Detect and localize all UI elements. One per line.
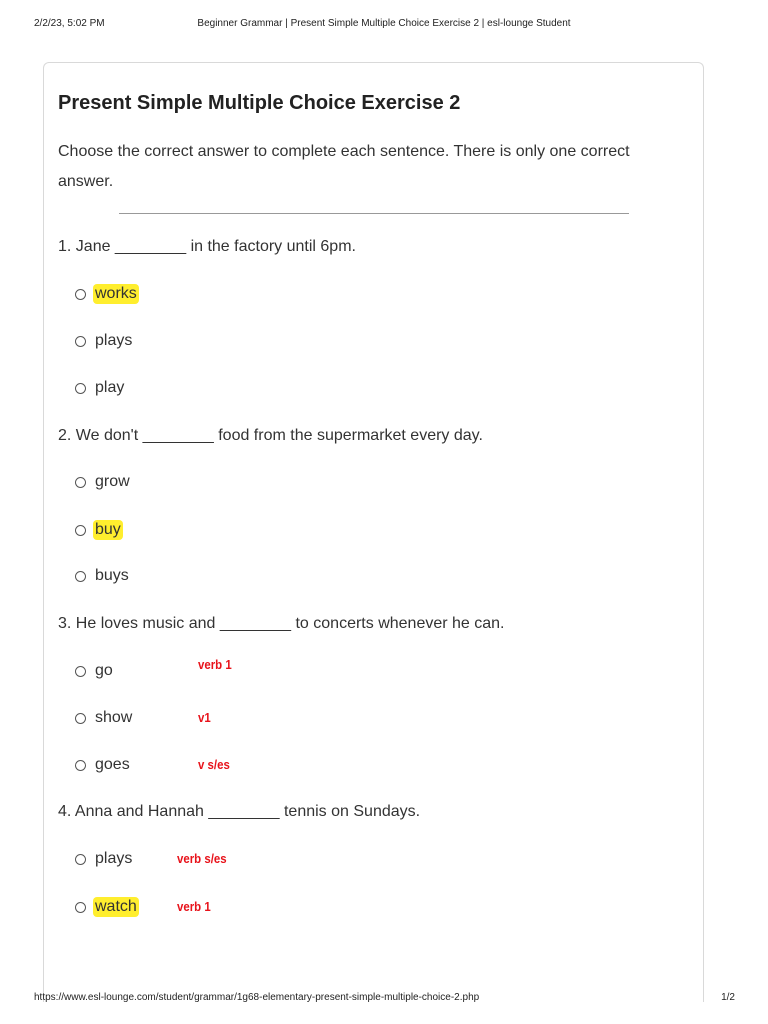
question-2: 2. We don't ________ food from the supermarket every day. (58, 427, 483, 444)
page-number: 1/2 (721, 992, 735, 1003)
option-label: plays (95, 332, 133, 349)
q3-option-goes[interactable] (75, 754, 132, 776)
handwritten-note: verb s/es (177, 851, 227, 866)
option-label: buy (95, 521, 121, 538)
exercise-instructions: Choose the correct answer to complete each sentence. There is only one correct answer. (58, 143, 630, 190)
q2-option-buy[interactable] (75, 519, 123, 541)
print-header (0, 14, 768, 34)
handwritten-note: v s/es (198, 757, 230, 772)
question-3: 3. He loves music and ________ to concerts whenever he can. (58, 615, 505, 632)
option-label: works (95, 285, 137, 302)
q2-option-buys[interactable] (75, 565, 131, 587)
radio-button[interactable] (75, 525, 86, 536)
q2-option-grow[interactable] (75, 471, 132, 493)
radio-button[interactable] (75, 902, 86, 913)
q4-option-plays[interactable] (75, 848, 134, 870)
q1-option-plays[interactable] (75, 330, 134, 352)
print-date: 2/2/23, 5:02 PM (34, 18, 105, 29)
question-1: 1. Jane ________ in the factory until 6pm. (58, 238, 356, 255)
radio-button[interactable] (75, 289, 86, 300)
radio-button[interactable] (75, 666, 86, 677)
radio-button[interactable] (75, 713, 86, 724)
option-label: grow (95, 473, 130, 490)
radio-button[interactable] (75, 477, 86, 488)
radio-button[interactable] (75, 336, 86, 347)
print-page-title: Beginner Grammar | Present Simple Multiple Choice Exercise 2 | esl-lounge Student (197, 18, 571, 29)
q1-option-play[interactable] (75, 377, 126, 399)
option-label: show (95, 709, 133, 726)
exercise-card (43, 62, 704, 1002)
handwritten-note: verb 1 (177, 899, 211, 914)
option-label: watch (95, 898, 137, 915)
q4-option-watch[interactable] (75, 896, 139, 918)
exercise-title: Present Simple Multiple Choice Exercise 2 (58, 92, 461, 114)
radio-button[interactable] (75, 571, 86, 582)
print-url: https://www.esl-lounge.com/student/grammar/1g68-elementary-present-simple-multiple-choice-2.php (34, 992, 480, 1003)
handwritten-note: v1 (198, 710, 211, 725)
option-label: buys (95, 567, 129, 584)
radio-button[interactable] (75, 760, 86, 771)
q3-option-go[interactable] (75, 660, 115, 682)
option-label: go (95, 662, 113, 679)
question-4: 4. Anna and Hannah ________ tennis on Sundays. (58, 803, 421, 820)
q3-option-show[interactable] (75, 707, 134, 729)
option-label: plays (95, 850, 133, 867)
radio-button[interactable] (75, 854, 86, 865)
print-footer (0, 992, 768, 1012)
q1-option-works[interactable] (75, 283, 139, 305)
option-label: play (95, 379, 125, 396)
radio-button[interactable] (75, 383, 86, 394)
handwritten-note: verb 1 (198, 657, 232, 672)
option-label: goes (95, 756, 130, 773)
divider (119, 213, 629, 214)
